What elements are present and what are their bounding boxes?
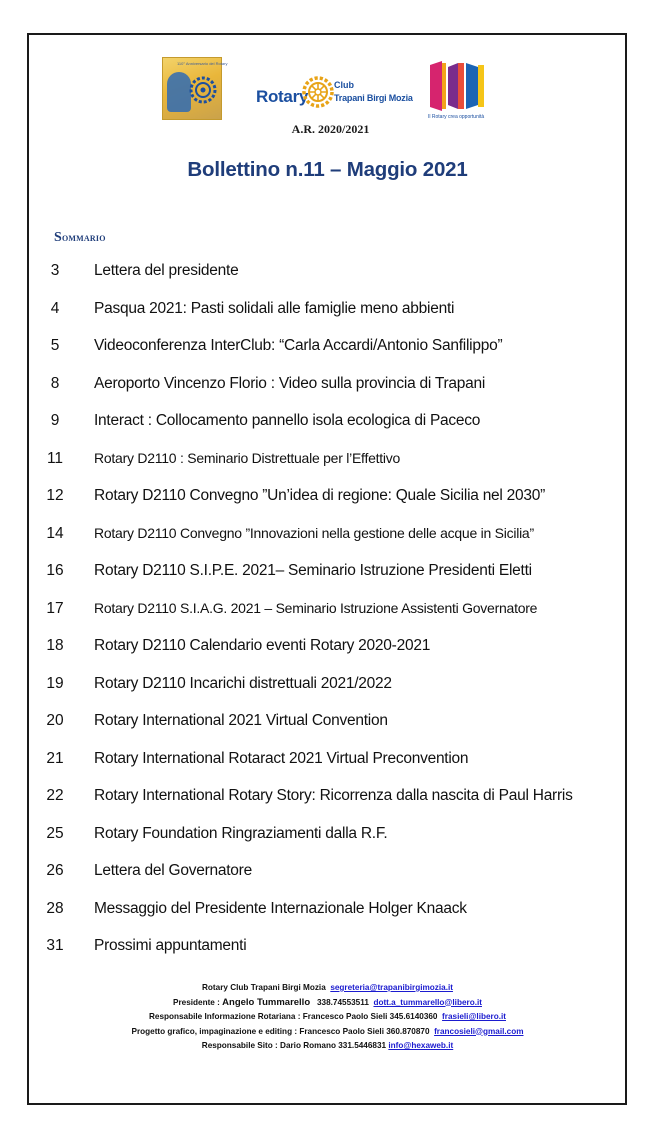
toc-page-number: 3	[50, 262, 60, 279]
opportunity-doors-logo	[428, 59, 488, 119]
footer-line-website: Responsabile Sito : Dario Romano 331.5446831 info@hexaweb.it	[201, 1041, 454, 1050]
toc-title: Prossimi appuntamenti	[94, 937, 247, 954]
contacts-footer	[0, 981, 655, 1054]
information-email-link[interactable]: frasieli@libero.it	[442, 1012, 506, 1021]
editing-email-link[interactable]: francosieli@gmail.com	[434, 1026, 524, 1036]
footer-line-editing: Progetto grafico, impaginazione e editing : Francesco Paolo Sieli 360.870870 francosieli@gmail.com	[131, 1026, 524, 1036]
statue-image	[167, 72, 191, 112]
toc-item[interactable]	[0, 487, 655, 519]
toc-title: Pasqua 2021: Pasti solidali alle famiglie meno abbienti	[94, 299, 455, 317]
toc-title: Lettera del Governatore	[94, 862, 252, 879]
toc-title: Rotary International Rotary Story: Ricorrenza dalla nascita di Paul Harris	[94, 787, 573, 804]
bulletin-title: Bollettino n.11 – Maggio 2021	[187, 158, 468, 181]
club-email-link[interactable]: segreteria@trapanibirgimozia.it	[330, 983, 453, 992]
toc-page-number: 28	[46, 899, 64, 917]
rotary-wordmark: Rotary	[256, 87, 309, 106]
toc-title: Messaggio del Presidente Internazionale Holger Knaack	[94, 899, 467, 917]
toc-page-number: 5	[50, 337, 60, 354]
toc-page-number: 9	[50, 412, 60, 429]
toc-item[interactable]	[0, 787, 655, 819]
toc-item[interactable]	[0, 562, 655, 594]
toc-page-number: 25	[46, 824, 64, 842]
slogan-text: Il Rotary crea opportunità	[428, 114, 485, 120]
toc-page-number: 22	[46, 787, 64, 804]
toc-item[interactable]	[0, 637, 655, 669]
toc-page-number: 8	[50, 374, 60, 392]
toc-page-number: 14	[46, 524, 64, 542]
toc-title: Aeroporto Vincenzo Florio : Video sulla provincia di Trapani	[94, 374, 486, 392]
toc-item[interactable]	[0, 900, 655, 932]
rotary-wheel-small-icon	[189, 76, 217, 104]
toc-page-number: 18	[46, 637, 64, 654]
toc-page-number: 26	[46, 862, 64, 879]
toc-item[interactable]	[0, 337, 655, 369]
anniversary-caption: 110° Anniversario del Rotary	[177, 61, 228, 66]
toc-item[interactable]	[0, 600, 655, 632]
toc-item[interactable]	[0, 937, 655, 969]
toc-page-number: 11	[46, 449, 64, 467]
club-label: Club	[334, 80, 354, 90]
toc-page-number: 31	[46, 937, 64, 954]
toc-title: Interact : Collocamento pannello isola ecologica di Paceco	[94, 412, 481, 429]
website-email-link[interactable]: info@hexaweb.it	[388, 1041, 454, 1050]
toc-title: Rotary Foundation Ringraziamenti dalla R.F.	[94, 824, 388, 842]
footer-line-information: Responsabile Informazione Rotariana : Francesco Paolo Sieli 345.6140360 frasieli@libero.it	[148, 1012, 506, 1021]
toc-title: Rotary D2110 S.I.A.G. 2021 – Seminario Istruzione Assistenti Governatore	[94, 599, 538, 616]
toc-item[interactable]	[0, 300, 655, 332]
toc-title: Rotary International 2021 Virtual Convention	[94, 712, 388, 729]
toc-item[interactable]	[0, 862, 655, 894]
toc-title: Rotary International Rotaract 2021 Virtual Preconvention	[94, 749, 469, 767]
toc-page-number: 19	[46, 674, 64, 692]
toc-title: Rotary D2110 Convegno ”Innovazioni nella gestione delle acque in Sicilia”	[94, 524, 534, 541]
footer-line-president: Presidente : Angelo Tummarello 338.74553511 dott.a_tummarello@libero.it	[173, 996, 482, 1008]
toc-item[interactable]	[0, 825, 655, 857]
toc-title: Videoconferenza InterClub: “Carla Accardi/Antonio Sanfilippo”	[94, 337, 503, 354]
summary-heading: Sommario	[54, 230, 106, 245]
footer-line-club: Rotary Club Trapani Birgi Mozia segreteria@trapanibirgimozia.it	[202, 983, 453, 992]
rotary-year: A.R. 2020/2021	[291, 122, 370, 136]
toc-page-number: 20	[46, 712, 64, 729]
toc-item[interactable]	[0, 450, 655, 482]
toc-item[interactable]	[0, 525, 655, 557]
toc-title: Rotary D2110 Calendario eventi Rotary 2020-2021	[94, 637, 431, 654]
toc-item[interactable]	[0, 262, 655, 294]
rotary-wheel-icon	[302, 76, 334, 108]
president-email-link[interactable]: dott.a_tummarello@libero.it	[373, 997, 482, 1007]
toc-title: Lettera del presidente	[94, 262, 239, 279]
club-name: Trapani Birgi Mozia	[334, 93, 413, 103]
toc-page-number: 12	[46, 487, 64, 504]
toc-title: Rotary D2110 Incarichi distrettuali 2021/2022	[94, 674, 392, 692]
toc-item[interactable]	[0, 675, 655, 707]
toc-item[interactable]	[0, 712, 655, 744]
toc-page-number: 17	[46, 599, 64, 617]
doors-icon	[428, 59, 488, 113]
toc-page-number: 4	[50, 299, 60, 317]
toc-item[interactable]	[0, 412, 655, 444]
toc-title: Rotary D2110 Convegno ”Un’idea di regione: Quale Sicilia nel 2030”	[94, 487, 546, 504]
anniversary-logo	[162, 57, 228, 120]
toc-page-number: 21	[46, 749, 64, 767]
toc-item[interactable]	[0, 375, 655, 407]
toc-page-number: 16	[46, 562, 64, 579]
toc-title: Rotary D2110 S.I.P.E. 2021– Seminario Istruzione Presidenti Eletti	[94, 562, 532, 579]
toc-item[interactable]	[0, 750, 655, 782]
toc-title: Rotary D2110 : Seminario Distrettuale per l’Effettivo	[94, 449, 401, 466]
